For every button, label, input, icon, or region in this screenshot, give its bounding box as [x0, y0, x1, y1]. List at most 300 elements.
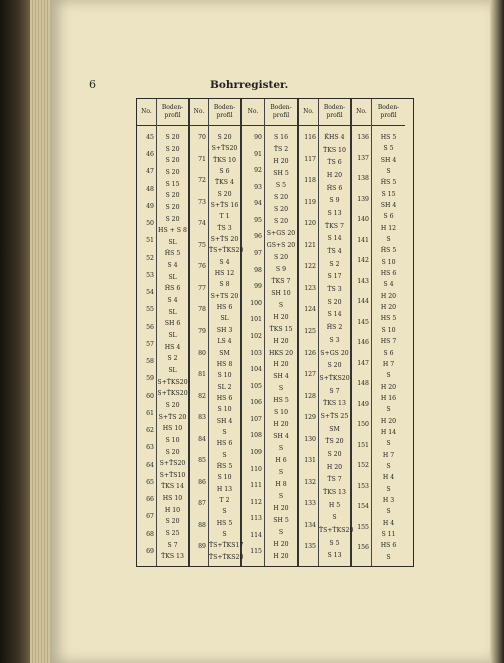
soil-profile-entry: HS 6 — [216, 304, 233, 312]
borehole-number: 138 — [357, 175, 369, 183]
borehole-number: 150 — [357, 421, 369, 429]
soil-profile-entry: H 20 — [273, 505, 289, 513]
soil-profile-entry: S 6 — [383, 349, 394, 357]
column-header-no: No. — [352, 99, 371, 126]
soil-profile-entry: S 4 — [167, 297, 178, 305]
soil-profile-entry: SL — [220, 315, 229, 323]
soil-profile-entry: ĤS 5 — [380, 179, 397, 187]
borehole-number: 105 — [250, 382, 262, 390]
soil-profile-entry: T̂S+T̂KS20 — [319, 526, 354, 534]
borehole-number: 58 — [146, 358, 154, 366]
borehole-number: 123 — [304, 284, 316, 292]
soil-profile-column — [319, 99, 352, 566]
borehole-number: 131 — [304, 457, 316, 465]
soil-profile-entry: S 9 — [275, 265, 287, 273]
soil-profile-entry: SL 2 — [217, 383, 232, 391]
soil-profile-entry: T̂KS 10 — [323, 146, 346, 154]
borehole-number: 53 — [146, 271, 154, 279]
soil-profile-column — [265, 99, 299, 566]
borehole-number: 98 — [254, 266, 262, 274]
borehole-number: 139 — [357, 195, 369, 203]
page-number: 6 — [89, 78, 96, 91]
soil-profile-entry: ĤS 5 — [380, 247, 397, 255]
soil-profile-entry: H 10 — [164, 506, 181, 514]
soil-profile-entry: S — [386, 236, 391, 244]
soil-profile-entry: S 20 — [217, 190, 232, 198]
borehole-number: 70 — [198, 134, 206, 141]
soil-profile-entry: S — [278, 529, 284, 537]
soil-profile-entry: H 20 — [380, 417, 397, 425]
soil-profile-entry: H 7 — [382, 451, 395, 459]
soil-profile-entry: HS + S 8 — [158, 227, 187, 235]
number-column — [137, 99, 157, 566]
soil-profile-entry: HS 12 — [214, 270, 235, 278]
borehole-number: 45 — [146, 134, 154, 141]
soil-profile-entry: T̂KS 15 — [269, 325, 293, 333]
soil-profile-entry: HS 6 — [216, 440, 233, 448]
soil-profile-entry: H 8 — [275, 481, 287, 489]
borehole-number: 55 — [146, 306, 154, 314]
soil-profile-entry: S 10 — [217, 406, 232, 414]
soil-profile-entry: HS 5 — [216, 519, 233, 527]
soil-profile-entry: ĤS 2 — [326, 324, 343, 332]
soil-profile-entry: HS 5 — [380, 134, 397, 141]
soil-profile-entry: S 10 — [217, 372, 232, 380]
borehole-number: 155 — [357, 523, 369, 531]
soil-profile-entry: T̂KS 7 — [325, 222, 344, 230]
soil-profile-column — [157, 99, 190, 566]
borehole-number: 118 — [304, 177, 316, 185]
book-spine — [0, 0, 30, 663]
soil-profile-entry: T̂S+T̂KS20 — [209, 553, 244, 561]
borehole-number: 79 — [198, 327, 206, 335]
soil-profile-entry: T̂S 20 — [325, 438, 344, 446]
soil-profile-entry: H 20 — [273, 313, 289, 321]
soil-profile-entry: H 20 — [273, 553, 289, 561]
borehole-number: 61 — [146, 409, 154, 417]
soil-profile-entry: SH 3 — [216, 326, 233, 334]
borehole-number: 135 — [304, 543, 316, 551]
soil-profile-entry: S 20 — [165, 192, 180, 200]
soil-profile-entry: S 2 — [329, 260, 340, 268]
soil-profile-entry: HS 6 — [216, 394, 233, 402]
soil-profile-entry: SH 5 — [273, 169, 289, 177]
column-header-profile: Boden-profil — [265, 99, 297, 126]
borehole-number: 56 — [146, 323, 154, 331]
column-header-no: No. — [299, 99, 318, 126]
borehole-number: 80 — [198, 349, 206, 357]
soil-profile-entry: S — [386, 372, 391, 380]
soil-profile-entry: S 13 — [327, 552, 342, 560]
soil-profile-entry: S 10 — [381, 326, 396, 334]
soil-profile-entry: SM — [219, 349, 230, 357]
borehole-number: 51 — [146, 237, 154, 245]
soil-profile-entry: S 15 — [165, 180, 180, 188]
borehole-number: 92 — [254, 167, 262, 175]
soil-profile-entry: S 9 — [329, 197, 340, 205]
borehole-number: 124 — [304, 306, 316, 314]
borehole-number: 103 — [250, 349, 262, 357]
soil-profile-entry: S+GS 20 — [266, 229, 296, 237]
soil-profile-entry: T̂S 7 — [327, 476, 342, 484]
soil-profile-entry: HS 10 — [162, 425, 183, 433]
borehole-number: 116 — [304, 134, 316, 141]
borehole-number: 107 — [250, 415, 262, 423]
borehole-number: 57 — [146, 340, 154, 348]
soil-profile-entry: S — [386, 462, 391, 470]
soil-profile-entry: S 4 — [167, 262, 178, 270]
column-header-no: No. — [190, 99, 208, 126]
soil-profile-entry: H 20 — [273, 361, 289, 369]
soil-profile-entry: S 10 — [273, 409, 289, 417]
soil-profile-entry: T̂KS 4 — [215, 179, 234, 187]
soil-profile-entry: T̂S 3 — [327, 286, 342, 294]
soil-profile-entry: T 2 — [219, 496, 230, 504]
soil-profile-entry: S — [386, 406, 391, 414]
soil-profile-entry: SH 4 — [273, 433, 289, 441]
borehole-number: 68 — [146, 530, 154, 538]
borehole-number: 64 — [146, 461, 154, 469]
borehole-number: 108 — [250, 432, 262, 440]
borehole-number: 147 — [357, 359, 369, 367]
soil-profile-entry: SL — [168, 366, 177, 374]
soil-profile-entry: S 16 — [273, 134, 289, 141]
borehole-number: 120 — [304, 220, 316, 228]
borehole-number: 110 — [250, 465, 262, 473]
soil-profile-entry: S+T̂S 20 — [158, 413, 187, 421]
borehole-number: 94 — [254, 200, 262, 208]
soil-profile-entry: S — [278, 385, 284, 393]
soil-profile-entry: SH 5 — [273, 517, 289, 525]
borehole-number: 72 — [198, 177, 206, 185]
soil-profile-entry: H 20 — [273, 541, 289, 549]
soil-profile-entry: S 6 — [383, 213, 394, 221]
soil-profile-entry: S 20 — [165, 215, 180, 223]
soil-profile-entry: S 11 — [381, 530, 396, 538]
soil-profile-entry: T̂KS 10 — [213, 156, 236, 164]
soil-profile-entry: S 15 — [381, 190, 396, 198]
soil-profile-entry: H 7 — [382, 360, 395, 368]
soil-profile-entry: H 12 — [380, 224, 397, 232]
book-right-edge — [490, 0, 504, 663]
borehole-number: 71 — [198, 155, 206, 163]
soil-profile-entry: T̂KS 14 — [161, 483, 184, 491]
soil-profile-entry: S — [386, 168, 391, 176]
soil-profile-entry: ĤS 6 — [164, 285, 181, 293]
soil-profile-entry: H 20 — [273, 157, 289, 165]
borehole-number: 59 — [146, 375, 154, 383]
column-header-no: No. — [137, 99, 156, 126]
borehole-number: 109 — [250, 448, 262, 456]
soil-profile-entry: S+T̂S20 — [159, 460, 186, 468]
number-column — [299, 99, 319, 566]
borehole-number: 47 — [146, 168, 154, 176]
soil-profile-entry: H 5 — [328, 501, 341, 509]
soil-profile-entry: S — [332, 514, 337, 522]
soil-profile-entry: T̂S 3 — [217, 224, 232, 232]
borehole-number: 62 — [146, 427, 154, 435]
borehole-number: 129 — [304, 414, 316, 422]
page-edges — [30, 0, 52, 663]
soil-profile-entry: SL — [168, 308, 177, 316]
borehole-number: 67 — [146, 513, 154, 521]
soil-profile-entry: SL — [168, 238, 177, 246]
borehole-register-table — [136, 98, 414, 567]
borehole-number: 93 — [254, 183, 262, 191]
borehole-number: 132 — [304, 478, 316, 486]
soil-profile-entry: S+T̂KS20 — [157, 378, 188, 386]
soil-profile-entry: ĤS 5 — [164, 250, 181, 258]
soil-profile-entry: S 20 — [327, 450, 342, 458]
soil-profile-entry: S 20 — [273, 217, 289, 225]
soil-profile-entry: ĤS 5 — [216, 462, 233, 470]
soil-profile-entry: S — [222, 530, 227, 538]
soil-profile-entry: S+TS 20 — [210, 292, 239, 300]
soil-profile-entry: S 20 — [217, 134, 232, 141]
soil-profile-entry: S — [386, 508, 391, 516]
column-header-profile: Boden-profil — [319, 99, 350, 126]
borehole-number: 134 — [304, 521, 316, 529]
borehole-number: 89 — [198, 543, 206, 551]
soil-profile-entry: HS 8 — [216, 360, 233, 368]
soil-profile-column — [372, 99, 405, 566]
soil-profile-entry: S 14 — [327, 235, 342, 243]
soil-profile-entry: SL — [168, 332, 177, 340]
soil-profile-entry: GS+S 20 — [266, 241, 296, 249]
borehole-number: 111 — [250, 482, 262, 490]
soil-profile-entry: S+GS 20 — [320, 349, 349, 357]
soil-profile-entry: S — [386, 440, 391, 448]
borehole-number: 78 — [198, 306, 206, 314]
soil-profile-entry: SH 10 — [271, 289, 291, 297]
borehole-number: 95 — [254, 216, 262, 224]
borehole-number: 97 — [254, 250, 262, 258]
soil-profile-entry: SH 4 — [273, 373, 289, 381]
soil-profile-entry: S 6 — [219, 168, 230, 176]
soil-profile-entry: S 4 — [383, 281, 394, 289]
soil-profile-entry: S 8 — [219, 281, 230, 289]
number-column — [352, 99, 372, 566]
column-header-no: No. — [242, 99, 264, 126]
soil-profile-entry: S+T̂KS20 — [319, 374, 350, 382]
borehole-number: 127 — [304, 371, 316, 379]
borehole-number: 152 — [357, 462, 369, 470]
soil-profile-entry: LS 4 — [217, 338, 232, 346]
page-title: Bohrregister. — [210, 79, 289, 91]
soil-profile-entry: T̂S 2 — [273, 145, 289, 153]
soil-profile-entry: S+T̂KS20 — [157, 390, 188, 398]
borehole-number: 102 — [250, 332, 262, 340]
borehole-number: 96 — [254, 233, 262, 241]
borehole-number: 130 — [304, 435, 316, 443]
number-column — [242, 99, 265, 566]
soil-profile-entry: HKS 20 — [268, 349, 294, 357]
soil-profile-entry: S — [386, 553, 391, 561]
borehole-number: 73 — [198, 198, 206, 206]
soil-profile-entry: T̂S 6 — [327, 159, 342, 167]
borehole-number: 54 — [146, 289, 154, 297]
soil-profile-entry: HS 6 — [380, 270, 397, 278]
borehole-number: 104 — [250, 366, 262, 374]
borehole-number: 153 — [357, 482, 369, 490]
soil-profile-entry: T̂S+T̂KS20 — [209, 247, 244, 255]
column-header-profile: Boden-profil — [209, 99, 240, 126]
soil-profile-entry: SH 4 — [216, 417, 233, 425]
borehole-number: 141 — [357, 236, 369, 244]
borehole-number: 49 — [146, 202, 154, 210]
soil-profile-entry: H 13 — [216, 485, 233, 493]
borehole-number: 149 — [357, 400, 369, 408]
borehole-number: 101 — [250, 316, 262, 324]
soil-profile-entry: S+T̂S 25 — [320, 412, 349, 420]
soil-profile-entry: T̂KS 13 — [323, 400, 346, 408]
soil-profile-entry: S 20 — [165, 448, 180, 456]
soil-profile-entry: T̂KS 13 — [161, 553, 184, 561]
soil-profile-entry: S 5 — [275, 181, 287, 189]
borehole-number: 50 — [146, 220, 154, 228]
soil-profile-entry: T̂S 4 — [327, 248, 342, 256]
soil-profile-entry: SL — [168, 273, 177, 281]
soil-profile-entry: S 20 — [165, 145, 180, 153]
borehole-number: 154 — [357, 503, 369, 511]
soil-profile-entry: S 4 — [219, 258, 230, 266]
soil-profile-entry: S+T̂S10 — [159, 471, 186, 479]
soil-profile-entry: HS 4 — [164, 343, 181, 351]
soil-profile-entry: ĤS 6 — [326, 184, 343, 192]
soil-profile-entry: S 10 — [217, 474, 232, 482]
borehole-number: 90 — [254, 134, 262, 141]
borehole-number: 69 — [146, 547, 154, 555]
soil-profile-entry: H 20 — [326, 463, 343, 471]
borehole-number: 63 — [146, 444, 154, 452]
borehole-number: 88 — [198, 521, 206, 529]
soil-profile-entry: S 17 — [327, 273, 342, 281]
borehole-number: 87 — [198, 500, 206, 508]
borehole-number: 66 — [146, 496, 154, 504]
soil-profile-entry: S 10 — [165, 436, 180, 444]
borehole-number: 48 — [146, 185, 154, 193]
borehole-number: 65 — [146, 478, 154, 486]
soil-profile-entry: H 16 — [380, 394, 397, 402]
soil-profile-entry: HS 5 — [380, 315, 397, 323]
soil-profile-entry: H 20 — [380, 292, 397, 300]
soil-profile-entry: SM — [329, 425, 340, 433]
borehole-number: 113 — [250, 515, 262, 523]
soil-profile-entry: SH 4 — [380, 156, 397, 164]
soil-profile-entry: S 20 — [327, 362, 342, 370]
soil-profile-entry: S 20 — [165, 168, 180, 176]
soil-profile-entry: H 4 — [382, 519, 395, 527]
borehole-number: 148 — [357, 380, 369, 388]
borehole-number: 115 — [250, 548, 262, 556]
borehole-number: 144 — [357, 298, 369, 306]
soil-profile-entry: H 20 — [326, 172, 343, 180]
borehole-number: 156 — [357, 544, 369, 552]
borehole-number: 128 — [304, 392, 316, 400]
borehole-number: 137 — [357, 154, 369, 162]
soil-profile-entry: T̂S+T̂KS17 — [209, 542, 244, 550]
borehole-number: 114 — [250, 531, 262, 539]
soil-profile-entry: S — [278, 493, 284, 501]
borehole-number: 143 — [357, 277, 369, 285]
borehole-number: 145 — [357, 318, 369, 326]
borehole-number: 84 — [198, 435, 206, 443]
soil-profile-entry: HS 7 — [380, 338, 397, 346]
borehole-number: 117 — [304, 155, 316, 163]
soil-profile-entry: T 1 — [219, 213, 230, 221]
soil-profile-entry: S 2 — [167, 355, 178, 363]
borehole-number: 82 — [198, 392, 206, 400]
soil-profile-entry: SH 4 — [380, 202, 397, 210]
soil-profile-entry: S 20 — [165, 203, 180, 211]
borehole-number: 85 — [198, 457, 206, 465]
soil-profile-entry: S 10 — [381, 258, 396, 266]
borehole-number: 81 — [198, 371, 206, 379]
borehole-number: 119 — [304, 198, 316, 206]
soil-profile-entry: S — [222, 508, 227, 516]
borehole-number: 60 — [146, 392, 154, 400]
soil-profile-entry: S — [278, 469, 284, 477]
borehole-number: 75 — [198, 241, 206, 249]
borehole-number: 122 — [304, 263, 316, 271]
borehole-number: 52 — [146, 254, 154, 262]
borehole-number: 74 — [198, 220, 206, 228]
borehole-number: 151 — [357, 441, 369, 449]
soil-profile-entry: S 20 — [165, 134, 180, 141]
soil-profile-entry: S 20 — [165, 518, 180, 526]
number-column — [190, 99, 209, 566]
borehole-number: 76 — [198, 263, 206, 271]
borehole-number: 86 — [198, 478, 206, 486]
soil-profile-entry: HS 5 — [273, 397, 289, 405]
soil-profile-entry: S+T̂S20 — [211, 145, 238, 153]
borehole-number: 99 — [254, 283, 262, 291]
soil-profile-entry: S 25 — [165, 530, 180, 538]
soil-profile-entry: H 20 — [273, 337, 289, 345]
soil-profile-entry: S — [386, 485, 391, 493]
soil-profile-entry: K̂HS 4 — [324, 134, 345, 141]
soil-profile-entry: S 3 — [329, 336, 340, 344]
soil-profile-entry: H 20 — [380, 304, 397, 312]
soil-profile-entry: S 20 — [273, 193, 289, 201]
soil-profile-entry: T̂KS 13 — [323, 488, 346, 496]
soil-profile-column — [209, 99, 242, 566]
soil-profile-entry: SH 6 — [164, 320, 181, 328]
borehole-number: 140 — [357, 216, 369, 224]
soil-profile-entry: S 7 — [329, 387, 340, 395]
borehole-number: 106 — [250, 399, 262, 407]
borehole-number: 100 — [250, 299, 262, 307]
borehole-number: 91 — [254, 150, 262, 158]
column-header-profile: Boden-profil — [157, 99, 188, 126]
borehole-number: 142 — [357, 257, 369, 265]
soil-profile-entry: H 14 — [380, 428, 397, 436]
soil-profile-entry: H 6 — [275, 457, 287, 465]
borehole-number: 77 — [198, 284, 206, 292]
soil-profile-entry: S — [222, 451, 227, 459]
soil-profile-entry: H 3 — [382, 496, 395, 504]
soil-profile-entry: S — [278, 445, 284, 453]
soil-profile-entry: H 20 — [273, 421, 289, 429]
borehole-number: 121 — [304, 241, 316, 249]
soil-profile-entry: S 5 — [383, 145, 394, 153]
soil-profile-entry: S 7 — [167, 541, 178, 549]
borehole-number: 126 — [304, 349, 316, 357]
soil-profile-entry: S+T̂S 16 — [210, 202, 239, 210]
soil-profile-entry: S 14 — [327, 311, 342, 319]
soil-profile-entry: H 20 — [380, 383, 397, 391]
column-header-profile: Boden-profil — [372, 99, 405, 126]
